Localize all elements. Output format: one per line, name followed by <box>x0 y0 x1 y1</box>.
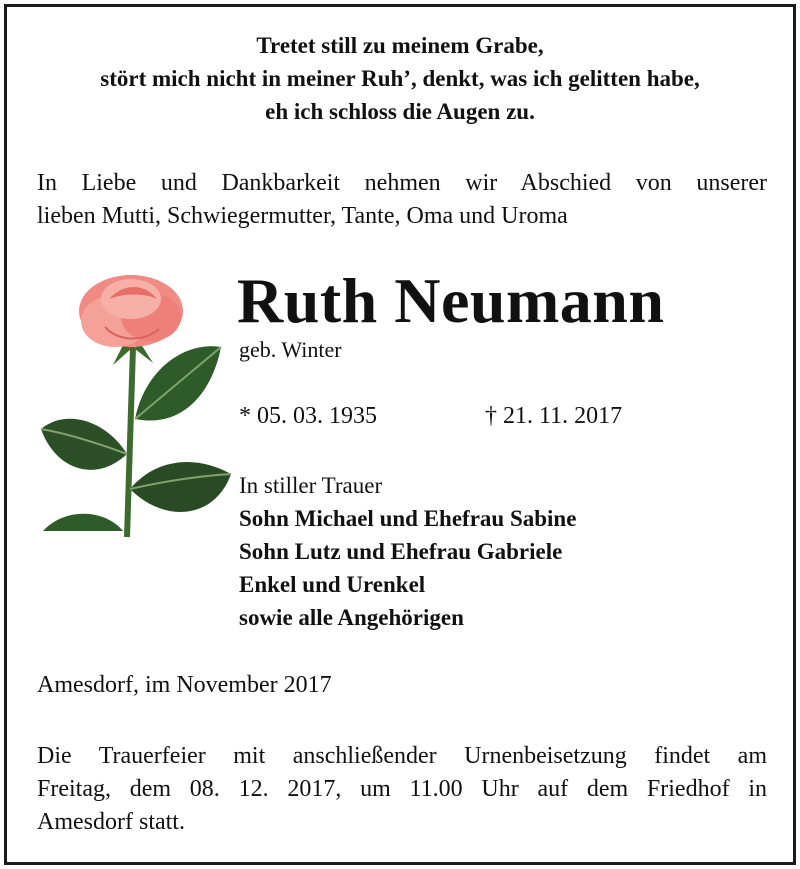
mourner-line: Enkel und Urenkel <box>239 572 426 597</box>
intro-text <box>37 167 767 233</box>
mourners-intro: In stiller Trauer <box>239 473 383 498</box>
service-line: Amesdorf statt. <box>37 809 185 835</box>
rose-icon <box>35 269 235 541</box>
verse <box>7 29 793 128</box>
mourner-line: Sohn Michael und Ehefrau Sabine <box>239 506 577 531</box>
deceased-name: Ruth Neumann <box>237 265 665 336</box>
service-line: Die Trauerfeier mit anschließender Urnenbeisetzung findet am <box>37 743 767 769</box>
verse-line: eh ich schloss die Augen zu. <box>265 99 535 124</box>
obituary-card <box>4 4 796 865</box>
mourner-line: sowie alle Angehörigen <box>239 605 464 630</box>
service-notice <box>37 740 767 839</box>
intro-line: lieben Mutti, Schwiegermutter, Tante, Oma und Uroma <box>37 203 568 229</box>
birth-date: * 05. 03. 1935 <box>239 403 377 429</box>
intro-line: In Liebe und Dankbarkeit nehmen wir Abschied von unserer <box>37 170 767 196</box>
service-line: Freitag, dem 08. 12. 2017, um 11.00 Uhr auf dem Friedhof in <box>37 776 767 802</box>
mourners <box>239 469 576 634</box>
place-date: Amesdorf, im November 2017 <box>37 672 332 698</box>
verse-line: Tretet still zu meinem Grabe, <box>256 33 544 58</box>
mourner-line: Sohn Lutz und Ehefrau Gabriele <box>239 539 563 564</box>
death-date: † 21. 11. 2017 <box>485 403 623 429</box>
maiden-name: geb. Winter <box>239 337 342 362</box>
verse-line: stört mich nicht in meiner Ruh’, denkt, was ich gelitten habe, <box>100 66 700 91</box>
